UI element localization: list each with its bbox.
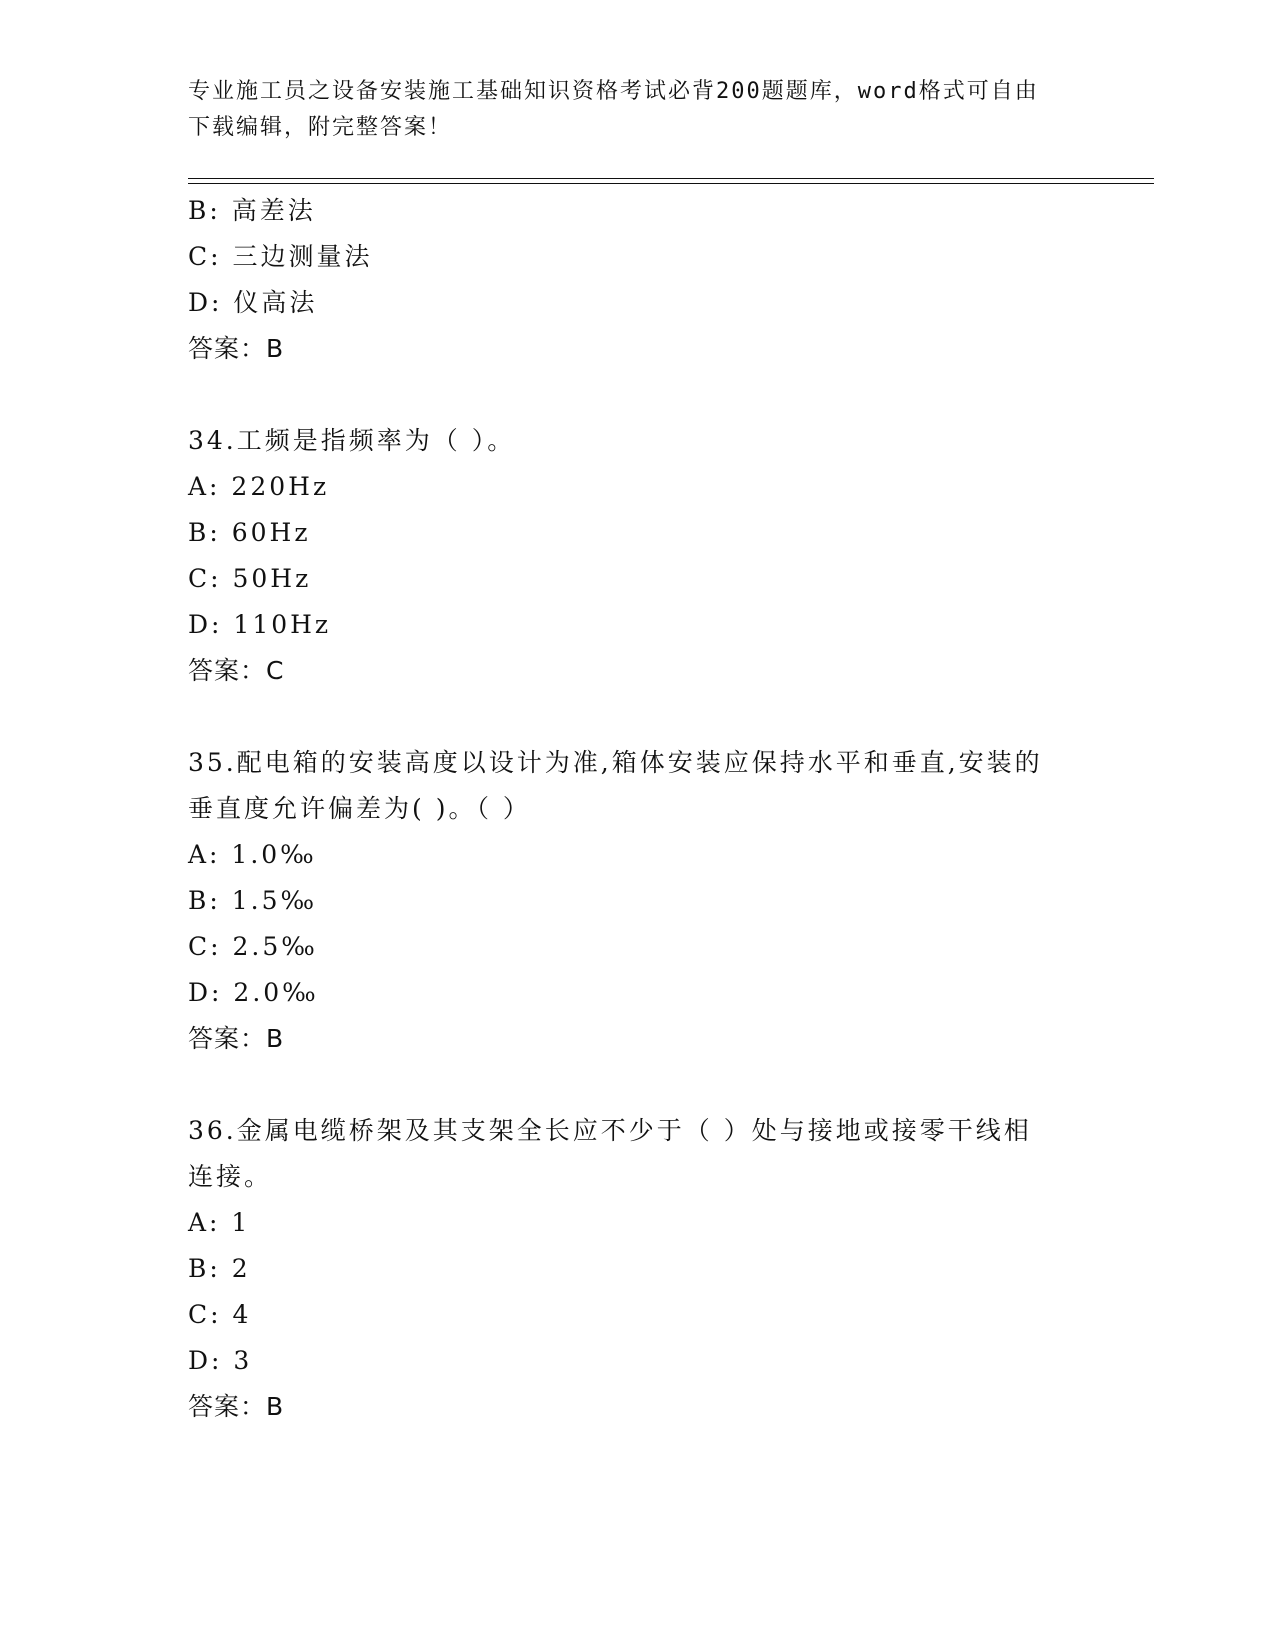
- option-d: D: 110Hz: [188, 610, 332, 639]
- option-c: C: 4: [188, 1300, 252, 1329]
- option-a: A: 1.0‰: [188, 840, 317, 869]
- answer: 答案：B: [188, 334, 285, 363]
- option-d: D: 仪高法: [188, 288, 318, 317]
- option-c: C: 50Hz: [188, 564, 312, 593]
- spacer: [188, 372, 1088, 418]
- option-a: A: 1: [188, 1208, 251, 1237]
- option-d: D: 2.0‰: [188, 978, 319, 1007]
- spacer: [188, 694, 1088, 740]
- question-list: [188, 188, 1088, 1430]
- option-a: A: 220Hz: [188, 472, 330, 501]
- question-34: [188, 418, 1088, 694]
- option-d: D: 3: [188, 1346, 253, 1375]
- question-36: [188, 1108, 1088, 1430]
- spacer: [188, 1062, 1088, 1108]
- answer: 答案：B: [188, 1024, 285, 1053]
- option-b: B: 2: [188, 1254, 251, 1283]
- option-b: B: 60Hz: [188, 518, 311, 547]
- answer: 答案：B: [188, 1392, 285, 1421]
- question-33-continued: [188, 188, 1088, 372]
- question-35: [188, 740, 1088, 1062]
- answer: 答案：C: [188, 656, 285, 685]
- header-divider-top: [188, 178, 1154, 179]
- option-c: C: 2.5‰: [188, 932, 318, 961]
- question-stem: 35.配电箱的安装高度以设计为准,箱体安装应保持水平和垂直,安装的: [188, 748, 1043, 777]
- option-b: B: 高差法: [188, 196, 316, 225]
- header-line-1: 专业施工员之设备安装施工基础知识资格考试必背200题题库，word格式可自由: [188, 79, 1039, 104]
- document-header: [188, 74, 1068, 146]
- question-stem-continued: 连接。: [188, 1162, 273, 1191]
- question-stem: 36.金属电缆桥架及其支架全长应不少于（ ）处与接地或接零干线相: [188, 1116, 1032, 1145]
- option-c: C: 三边测量法: [188, 242, 373, 271]
- option-b: B: 1.5‰: [188, 886, 318, 915]
- header-line-2: 下载编辑，附完整答案！: [188, 115, 453, 140]
- header-divider-bottom: [188, 183, 1154, 184]
- question-stem: 34.工频是指频率为（ ）。: [188, 426, 516, 455]
- question-stem-continued: 垂直度允许偏差为( )。（ ）: [188, 794, 531, 823]
